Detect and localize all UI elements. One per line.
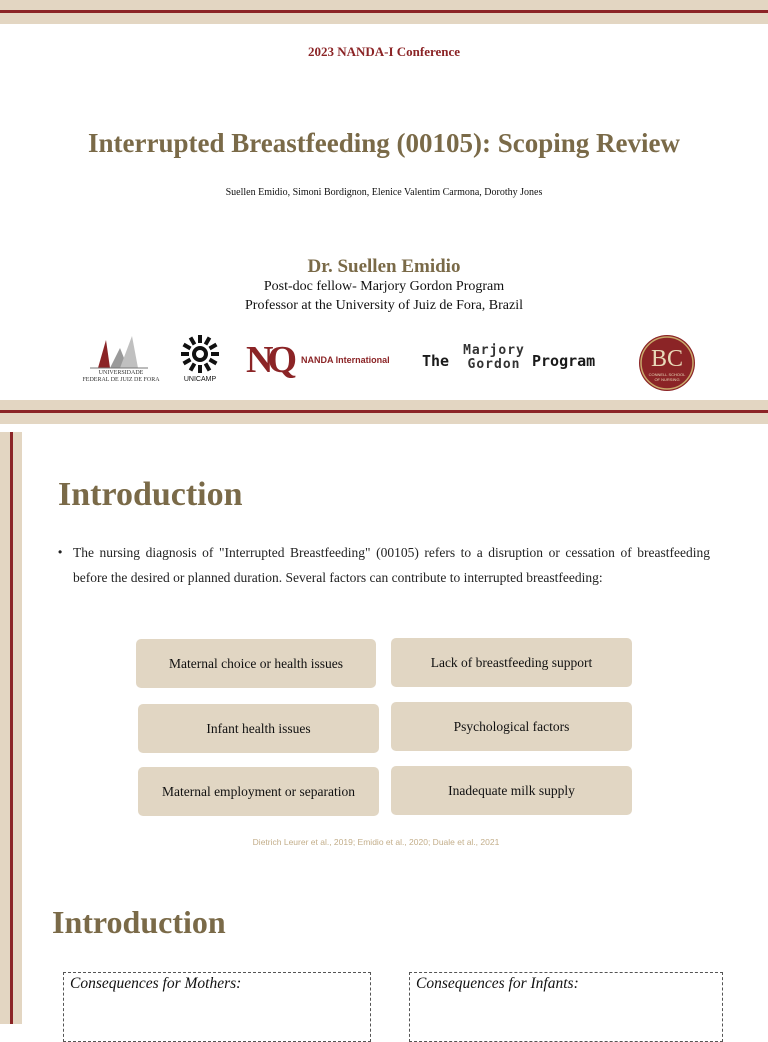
consequences-mothers-box: Consequences for Mothers:: [63, 972, 371, 1042]
references-citation: Dietrich Leurer et al., 2019; Emidio et al., 2020; Duale et al., 2021: [252, 837, 500, 847]
intro-bullet: [58, 540, 710, 590]
slide-sidebar: [0, 432, 22, 864]
nanda-logo: [246, 338, 406, 384]
consequences-slide: [0, 864, 768, 1024]
nanda-mark: NQ: [246, 339, 291, 381]
introduction-slide: [0, 432, 768, 864]
slide-heading: Introduction: [58, 476, 243, 513]
title-slide: [0, 0, 768, 424]
intro-bullet-text: The nursing diagnosis of "Interrupted Breastfeeding" (00105) refers to a disruption or cessation of breastfeeding before the desired or planned duration. Several factors can contribute to interrupted breastfeeding:: [73, 545, 710, 585]
bc-seal-icon: [638, 334, 696, 392]
top-band: [0, 0, 768, 24]
marjory-gordon-program-logo: The Marjory Gordon Program: [422, 343, 596, 372]
unicamp-logo: [174, 334, 226, 386]
svg-text:OF NURSING: OF NURSING: [654, 377, 680, 382]
boston-college-logo: [638, 334, 696, 392]
slide-sidebar: [0, 864, 22, 1024]
factor-box: Infant health issues: [138, 704, 379, 753]
svg-text:BC: BC: [650, 346, 684, 372]
bottom-band: [0, 400, 768, 424]
presenter-role-2: Professor at the University of Juiz de Fora, Brazil: [245, 298, 523, 313]
unicamp-emblem-icon: [174, 334, 226, 376]
factor-box: Psychological factors: [391, 702, 632, 751]
unicamp-wordmark: UNICAMP: [183, 376, 217, 383]
presenter-role-1: Post-doc fellow- Marjory Gordon Program: [263, 279, 505, 294]
ufjf-logo: [76, 334, 166, 384]
consequences-infants-box: Consequences for Infants:: [409, 972, 723, 1042]
factor-box: Maternal choice or health issues: [136, 639, 376, 688]
factor-box: Lack of breastfeeding support: [391, 638, 632, 687]
author-list: Suellen Emidio, Simoni Bordignon, Elenice Valentim Carmona, Dorothy Jones: [225, 187, 543, 198]
factor-box: Maternal employment or separation: [138, 767, 379, 816]
bullet-icon: •: [58, 545, 63, 559]
presenter-name: Dr. Suellen Emidio: [307, 256, 461, 277]
svg-text:CONNELL SCHOOL: CONNELL SCHOOL: [648, 372, 686, 377]
ufjf-emblem-icon: [76, 334, 166, 370]
conference-name: 2023 NANDA-I Conference: [307, 44, 461, 59]
ufjf-subtitle: UNIVERSIDADE FEDERAL DE JUIZ DE FORA: [82, 370, 160, 383]
slide-heading: Introduction: [52, 904, 226, 940]
presentation-title: Interrupted Breastfeeding (00105): Scoping Review: [88, 128, 680, 158]
nanda-wordmark: NANDA International: [301, 355, 390, 365]
factor-box: Inadequate milk supply: [391, 766, 632, 815]
